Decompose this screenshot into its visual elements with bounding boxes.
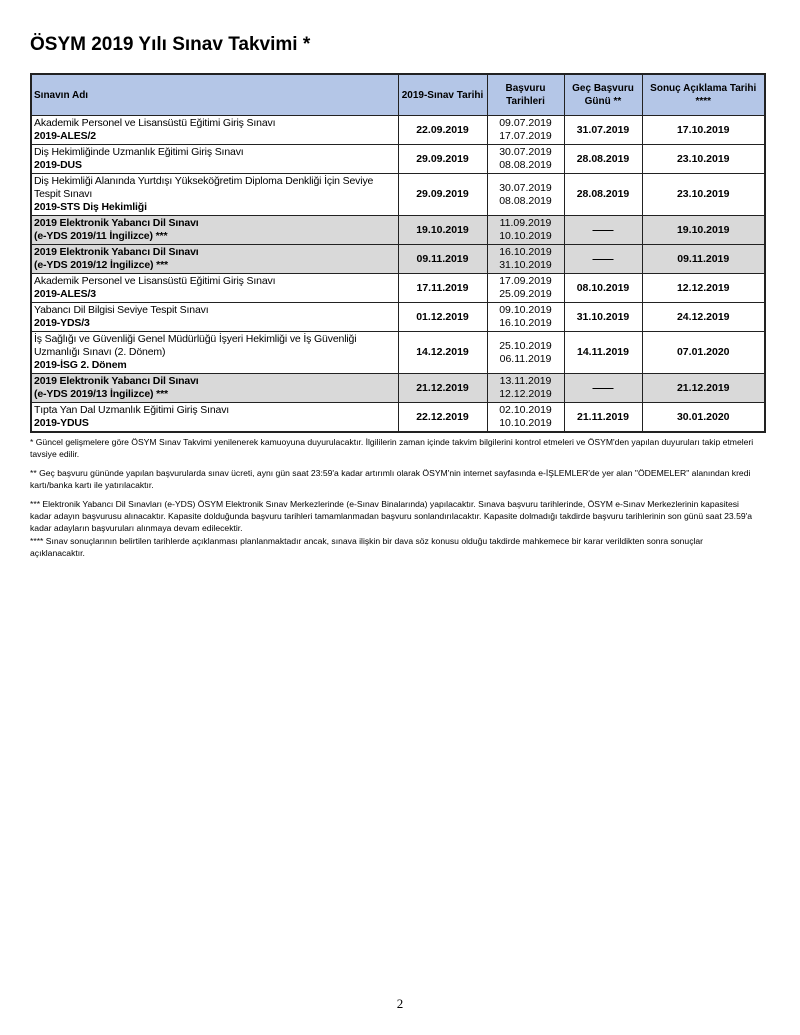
page-title: ÖSYM 2019 Yılı Sınav Takvimi * [30, 34, 311, 55]
exam-date: 22.09.2019 [398, 116, 487, 145]
application-start: 13.11.2019 [499, 375, 552, 387]
exam-date: 17.11.2019 [398, 274, 487, 303]
exam-name-line: 2019 Elektronik Yabancı Dil Sınavı [34, 246, 199, 258]
content [30, 73, 764, 566]
result-date: 19.10.2019 [642, 216, 765, 245]
header-late-application: Geç Başvuru Günü ** [564, 74, 642, 116]
table-row [31, 216, 765, 245]
application-end: 16.10.2019 [499, 317, 552, 329]
application-end: 10.10.2019 [499, 230, 552, 242]
table-row [31, 332, 765, 374]
late-application-date: 21.11.2019 [564, 403, 642, 433]
result-date: 12.12.2019 [642, 274, 765, 303]
footnote: *** Elektronik Yabancı Dil Sınavları (e-YDS) ÖSYM Elektronik Sınav Merkezlerinde (e-Sınav Binalarında) yapılacaktır. Sınava başvuru tarihlerinde, ÖSYM e-Sınav Merkezlerinin kapasitesi kadar adayın başvurusu alınacaktır. Kapasite dolduğunda başvuru tarihleri tamamlanmadan başvuru sonlandırılacaktır. Kapasite dolmadığı takdirde başvuru tarihlerinin son günü saat 23.59'a kadar adayların başvuruları alınmaya devam edilecektir. [30, 499, 753, 533]
table-row [31, 374, 765, 403]
result-date: 07.01.2020 [642, 332, 765, 374]
application-end: 25.09.2019 [499, 288, 552, 300]
footnotes [30, 436, 760, 559]
application-start: 16.10.2019 [499, 246, 552, 258]
footnote: ** Geç başvuru gününde yapılan başvurularda sınav ücreti, aynı gün saat 23:59'a kadar artırımlı olarak ÖSYM'nin internet sayfasında e-İŞLEMLER'de yer alan "ÖDEMELER" alanından kredi kartı/banka kartı ile yatırılacaktır. [30, 468, 751, 490]
exam-date: 21.12.2019 [398, 374, 487, 403]
exam-code: (e-YDS 2019/11 İngilizce) *** [34, 230, 168, 242]
exam-code: 2019-DUS [34, 159, 82, 171]
exam-name-line: Tespit Sınavı [34, 188, 93, 200]
result-date: 21.12.2019 [642, 374, 765, 403]
exam-name-line: 2019 Elektronik Yabancı Dil Sınavı [34, 217, 199, 229]
late-application-date: —— [564, 374, 642, 403]
exam-code: 2019-ALES/3 [34, 288, 96, 300]
exam-code: 2019-STS Diş Hekimliği [34, 201, 147, 213]
exam-name-line: Akademik Personel ve Lisansüstü Eğitimi Giriş Sınavı [34, 275, 276, 287]
application-start: 11.09.2019 [499, 217, 552, 229]
exam-date: 29.09.2019 [398, 174, 487, 216]
application-start: 25.10.2019 [499, 339, 552, 352]
late-application-date: 14.11.2019 [564, 332, 642, 374]
exam-date: 14.12.2019 [398, 332, 487, 374]
application-end: 12.12.2019 [499, 388, 552, 400]
application-start: 02.10.2019 [499, 404, 552, 416]
application-start: 09.07.2019 [499, 117, 552, 129]
application-start: 30.07.2019 [499, 146, 552, 158]
result-date: 23.10.2019 [642, 145, 765, 174]
exam-code: 2019-YDS/3 [34, 317, 90, 329]
late-application-date: 28.08.2019 [564, 145, 642, 174]
exam-date: 22.12.2019 [398, 403, 487, 433]
exam-date: 29.09.2019 [398, 145, 487, 174]
application-end: 06.11.2019 [499, 352, 552, 365]
application-start: 30.07.2019 [499, 181, 552, 194]
header-result-date: Sonuç Açıklama Tarihi **** [642, 74, 765, 116]
page-number: 2 [396, 996, 404, 1011]
exam-name-line: 2019 Elektronik Yabancı Dil Sınavı [34, 375, 199, 387]
late-application-date: —— [564, 216, 642, 245]
table-row [31, 116, 765, 145]
exam-code: (e-YDS 2019/12 İngilizce) *** [34, 259, 168, 271]
late-application-date: 28.08.2019 [564, 174, 642, 216]
late-application-date: 31.07.2019 [564, 116, 642, 145]
application-start: 09.10.2019 [499, 304, 552, 316]
exam-code: 2019-YDUS [34, 417, 89, 429]
application-end: 08.08.2019 [499, 194, 552, 207]
table-row [31, 245, 765, 274]
result-date: 23.10.2019 [642, 174, 765, 216]
result-date: 17.10.2019 [642, 116, 765, 145]
result-date: 24.12.2019 [642, 303, 765, 332]
table-row [31, 303, 765, 332]
exam-name-line: Uzmanlığı Sınavı (2. Dönem) [34, 346, 166, 358]
footnote: * Güncel gelişmelere göre ÖSYM Sınav Takvimi yenilenerek kamuoyuna duyurulacaktır. İlgililerin zaman içinde takvim bilgilerini kontrol etmeleri ve ÖSYM'den yapılan duyuruları takip etmeleri tavsiye edilir. [30, 437, 754, 459]
application-end: 17.07.2019 [499, 130, 552, 142]
late-application-date: —— [564, 245, 642, 274]
exam-name-line: Akademik Personel ve Lisansüstü Eğitimi Giriş Sınavı [34, 117, 276, 129]
exam-date: 09.11.2019 [398, 245, 487, 274]
exam-date: 01.12.2019 [398, 303, 487, 332]
exam-date: 19.10.2019 [398, 216, 487, 245]
header-exam-name: Sınavın Adı [31, 74, 398, 116]
exam-calendar-table [30, 73, 766, 433]
application-end: 10.10.2019 [499, 417, 552, 429]
application-start: 17.09.2019 [499, 275, 552, 287]
table-row [31, 145, 765, 174]
exam-code: 2019-İSG 2. Dönem [34, 359, 127, 371]
late-application-date: 31.10.2019 [564, 303, 642, 332]
table-row [31, 403, 765, 433]
exam-code: (e-YDS 2019/13 İngilizce) *** [34, 388, 168, 400]
exam-name-line: Tıpta Yan Dal Uzmanlık Eğitimi Giriş Sınavı [34, 404, 230, 416]
exam-name-line: Diş Hekimliğinde Uzmanlık Eğitimi Giriş Sınavı [34, 146, 244, 158]
table-row [31, 174, 765, 216]
exam-code: 2019-ALES/2 [34, 130, 96, 142]
result-date: 30.01.2020 [642, 403, 765, 433]
table-row [31, 274, 765, 303]
exam-name-line: Yabancı Dil Bilgisi Seviye Tespit Sınavı [34, 304, 209, 316]
header-row [31, 74, 765, 116]
result-date: 09.11.2019 [642, 245, 765, 274]
late-application-date: 08.10.2019 [564, 274, 642, 303]
application-end: 31.10.2019 [499, 259, 552, 271]
footnote: **** Sınav sonuçlarının belirtilen tarihlerde açıklanması planlanmaktadır ancak, sınava ilişkin bir dava söz konusu olduğu takdirde mahkemece bir karar verildikten sonra sonuçlar açıklanacaktır. [30, 536, 704, 558]
exam-name-line: İş Sağlığı ve Güvenliği Genel Müdürlüğü İşyeri Hekimliği ve İş Güvenliği [34, 333, 357, 345]
application-end: 08.08.2019 [499, 159, 552, 171]
header-application-dates: Başvuru Tarihleri [487, 74, 564, 116]
header-exam-date: 2019-Sınav Tarihi [398, 74, 487, 116]
exam-name-line: Diş Hekimliği Alanında Yurtdışı Yükseköğretim Diploma Denkliği İçin Seviye [34, 175, 374, 187]
